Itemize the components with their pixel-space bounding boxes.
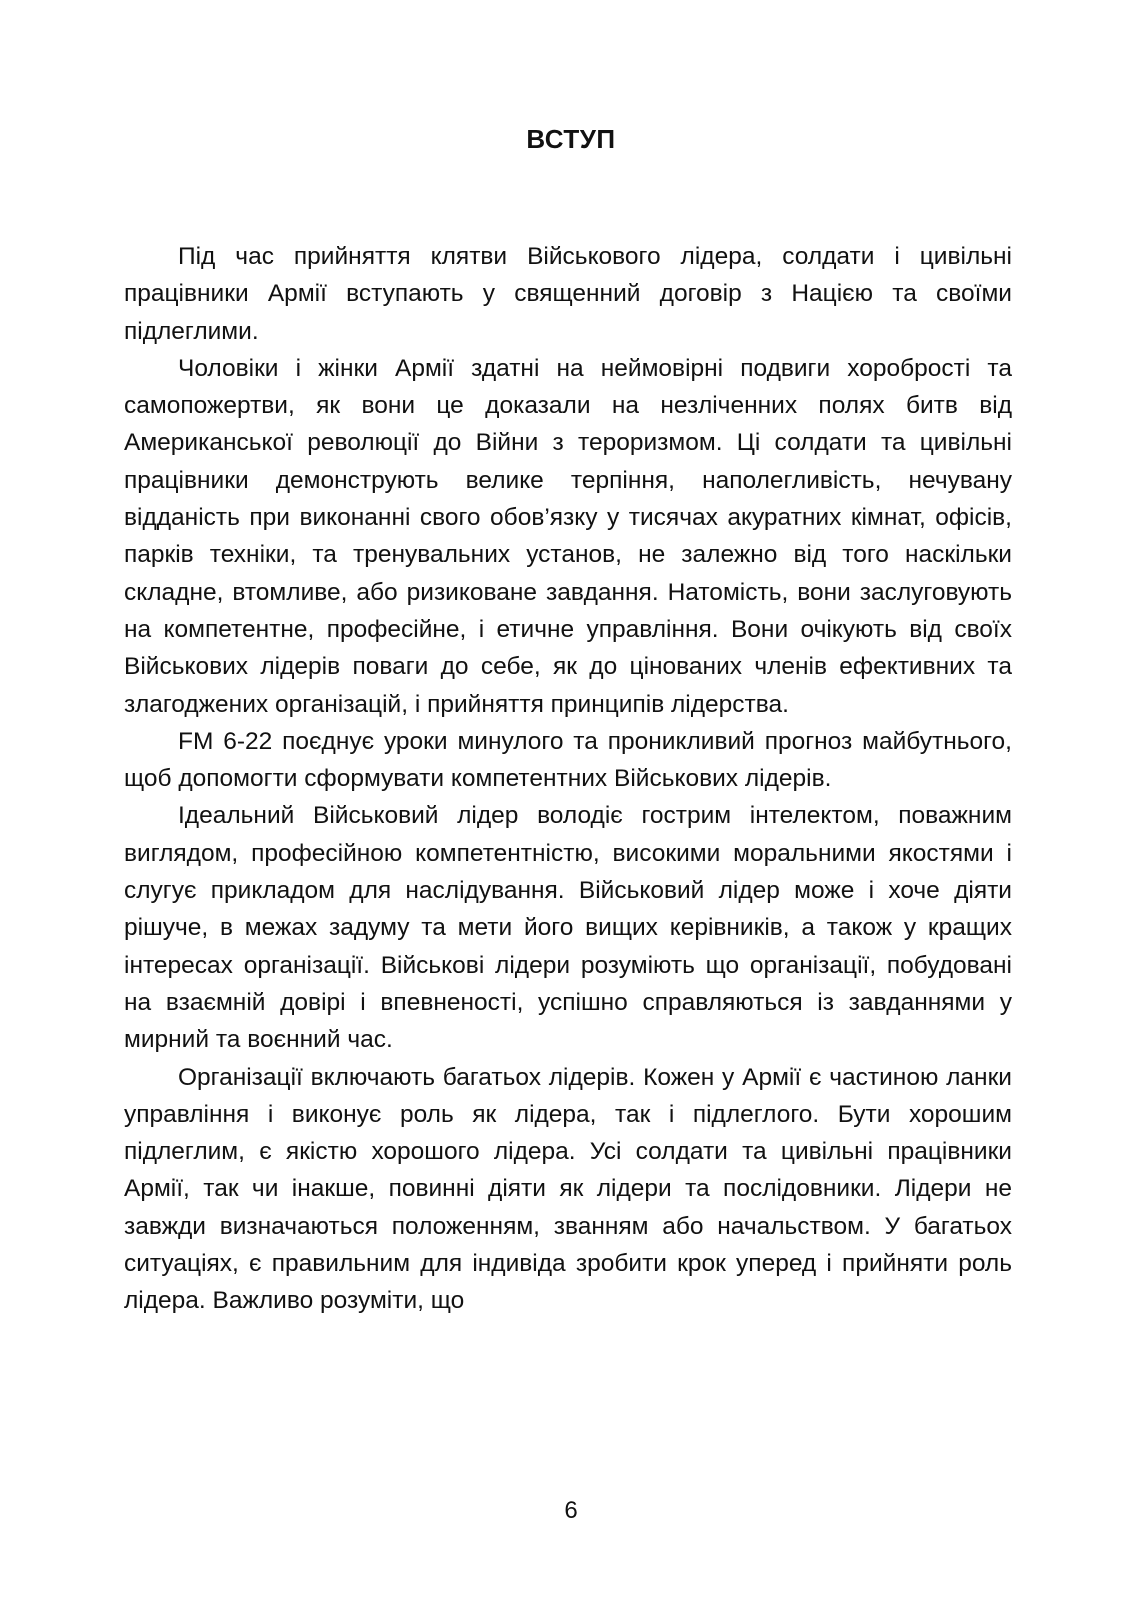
body-text xyxy=(124,238,1012,1320)
paragraph-1: Під час прийняття клятви Військового лідера, солдати і цивільні працівники Армії вступають у священний договір з Нацією та своїми підлеглими. xyxy=(124,243,1012,345)
paragraph-3: FM 6-22 поєднує уроки минулого та проникливий прогноз майбутнього, щоб допомогти сформувати компетентних Військових лідерів. xyxy=(124,727,1012,793)
page-number: 6 xyxy=(564,1497,578,1524)
paragraph-4: Ідеальний Військовий лідер володіє гострим інтелектом, поважним виглядом, професійною компетентністю, високими моральними якостями і слугує прикладом для наслідування. Військовий лідер може і хоче діяти рішуче, в межах задуму та мети його вищих керівників, а також у кращих інтересах організації. Військові лідери розуміють що організації, побудовані на взаємній довірі і впевненості, успішно справляються із завданнями у мирний та воєнний час. xyxy=(124,802,1012,1054)
paragraph-2: Чоловіки і жінки Армії здатні на неймовірні подвиги хоробрості та самопожертви, як вони це доказали на незліченних полях битв від Американської революції до Війни з тероризмом. Ці солдати та цивільні працівники демонструють велике терпіння, наполегливість, нечувану відданість при виконанні свого обов’язку у тисячах акуратних кімнат, офісів, парків техніки, та тренувальних установ, не залежно від того наскільки складне, втомливе, або ризиковане завдання. Натомість, вони заслуговують на компетентне, професійне, і етичне управління. Вони очікують від своїх Військових лідерів поваги до себе, як до цінованих членів ефективних та злагоджених організацій, і прийняття принципів лідерства. xyxy=(124,354,1012,718)
paragraph-5: Організації включають багатьох лідерів. Кожен у Армії є частиною ланки управління і виконує роль як лідера, так і підлеглого. Бути хорошим підлеглим, є якістю хорошого лідера. Усі солдати та цивільні працівники Армії, так чи інакше, повинні діяти як лідери та послідовники. Лідери не завжди визначаються положенням, званням або начальством. У багатьох ситуаціях, є правильним для індивіда зробити крок уперед і прийняти роль лідера. Важливо розуміти, що xyxy=(124,1063,1012,1315)
page-title: ВСТУП xyxy=(526,124,616,154)
